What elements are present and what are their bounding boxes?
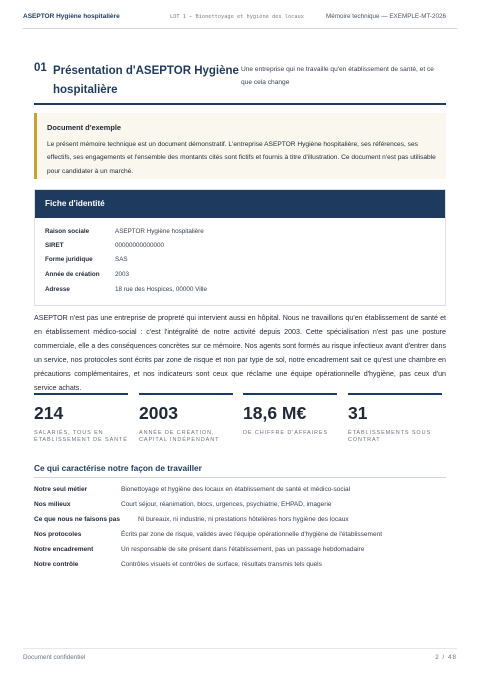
criteria-value: Court séjour, réanimation, blocs, urgences, psychiatrie, EHPAD, imagerie xyxy=(121,501,332,508)
identity-value: 2003 xyxy=(115,271,130,278)
criteria-key: Ce que nous ne faisons pas xyxy=(34,516,120,523)
identity-card-title: Fiche d'identité xyxy=(45,199,105,208)
header-memo-reference: Mémoire technique — EXEMPLE-MT-2026 xyxy=(326,13,447,20)
criteria-title: Ce qui caractérise notre façon de travailler xyxy=(34,463,202,473)
criteria-row xyxy=(34,516,446,530)
criteria-row xyxy=(34,486,446,500)
footer-confidential: Document confidentiel xyxy=(23,654,86,661)
intro-paragraph: ASEPTOR n'est pas une entreprise de propreté qui intervient aussi en hôpital. Nous ne travaillons qu'en établissement de santé et en établissement médico-social : c'est l'intégralité de notre activité depuis 2003. Cette spécialisation n'est pas une posture commerciale, elle a des conséquences concrètes sur ce mémoire. Nos agents sont formés au risque infectieux avant d'entrer dans un service, nos protocoles sont écrits par zone de risque et non par type de sol, notre encadrement sait ce qu'est une chambre en précautions complémentaires, et nos indicateurs sont ceux que réclame une équipe opérationnelle d'hygiène, pas ceux d'un service achats. xyxy=(34,314,446,393)
identity-card xyxy=(34,189,446,306)
notice-text: Le présent mémoire technique est un document démonstratif. L'entreprise ASEPTOR Hygiène hospitalière, ses références, ses effectifs, ses engagements et l'ensemble des montants cités sont fictifs et fournis à titre d'illustration. Ce document n'est pas utilisable pour candidater à un marché. xyxy=(47,141,436,175)
stat-label: SALARIÉS, TOUS EN ÉTABLISSEMENT DE SANTÉ xyxy=(34,430,128,444)
criteria-value: Ni bureaux, ni industrie, ni prestations hôtelières hors hygiène des locaux xyxy=(138,516,349,523)
stat-value: 214 xyxy=(34,403,64,423)
identity-key: Raison sociale xyxy=(45,228,90,235)
stat-block xyxy=(139,393,233,444)
section-heading xyxy=(34,58,446,104)
section-divider xyxy=(34,103,446,105)
stat-value: 2003 xyxy=(139,403,178,423)
identity-value: 18 rue des Hospices, 00000 Ville xyxy=(115,286,207,293)
criteria-key: Nos milieux xyxy=(34,501,71,508)
header-divider xyxy=(23,28,457,29)
criteria-row xyxy=(34,501,446,515)
identity-key: Adresse xyxy=(45,286,70,293)
section-tagline: Une entreprise qui ne travaille qu'en établissement de santé, et ce que cela change xyxy=(241,66,434,86)
criteria-value: Bionettoyage et hygiène des locaux en établissement de santé et médico-social xyxy=(121,486,351,493)
identity-value: ASEPTOR Hygiène hospitalière xyxy=(115,228,204,235)
notice-title: Document d'exemple xyxy=(47,123,122,132)
stat-value: 18,6 M€ xyxy=(243,403,307,423)
identity-value: SAS xyxy=(115,256,128,263)
stat-label: ANNÉE DE CRÉATION, CAPITAL INDÉPENDANT xyxy=(139,430,220,444)
identity-card-header xyxy=(35,190,445,218)
header-brand: ASEPTOR Hygiène hospitalière xyxy=(23,13,120,20)
stat-label: DE CHIFFRE D'AFFAIRES xyxy=(243,430,329,436)
criteria-key: Notre seul métier xyxy=(34,486,88,493)
criteria-value: Contrôles visuels et contrôles de surface, résultats transmis tels quels xyxy=(121,561,322,568)
identity-key: SIRET xyxy=(45,242,64,249)
example-notice xyxy=(34,113,446,179)
identity-key: Année de création xyxy=(45,271,100,278)
criteria-value: Écrits par zone de risque, validés avec l'équipe opérationnelle d'hygiène de l'établissement xyxy=(121,531,382,538)
identity-key: Forme juridique xyxy=(45,256,93,263)
criteria-divider xyxy=(34,477,446,478)
stat-block xyxy=(243,393,337,436)
stat-label: ÉTABLISSEMENTS SOUS CONTRAT xyxy=(348,430,432,444)
criteria-key: Notre encadrement xyxy=(34,546,94,553)
stat-block xyxy=(348,393,442,444)
criteria-row xyxy=(34,561,446,575)
criteria-row xyxy=(34,531,446,545)
identity-value: 00000000000000 xyxy=(115,242,165,249)
header-lot: LOT 1 — Bionettoyage et hygiène des locaux xyxy=(170,14,304,20)
criteria-value: Un responsable de site présent dans l'établissement, pas un passage hebdomadaire xyxy=(121,546,365,553)
criteria-row xyxy=(34,546,446,560)
section-number: 01 xyxy=(34,62,47,74)
stat-block xyxy=(34,393,128,444)
section-title: Présentation d'ASEPTOR Hygiène hospitalière xyxy=(53,65,239,96)
criteria-key: Nos protocoles xyxy=(34,531,82,538)
criteria-key: Notre contrôle xyxy=(34,561,79,568)
stat-value: 31 xyxy=(348,403,368,423)
footer-divider xyxy=(23,648,457,649)
page-number: 2 / 48 xyxy=(435,654,457,661)
page-header xyxy=(0,0,480,30)
